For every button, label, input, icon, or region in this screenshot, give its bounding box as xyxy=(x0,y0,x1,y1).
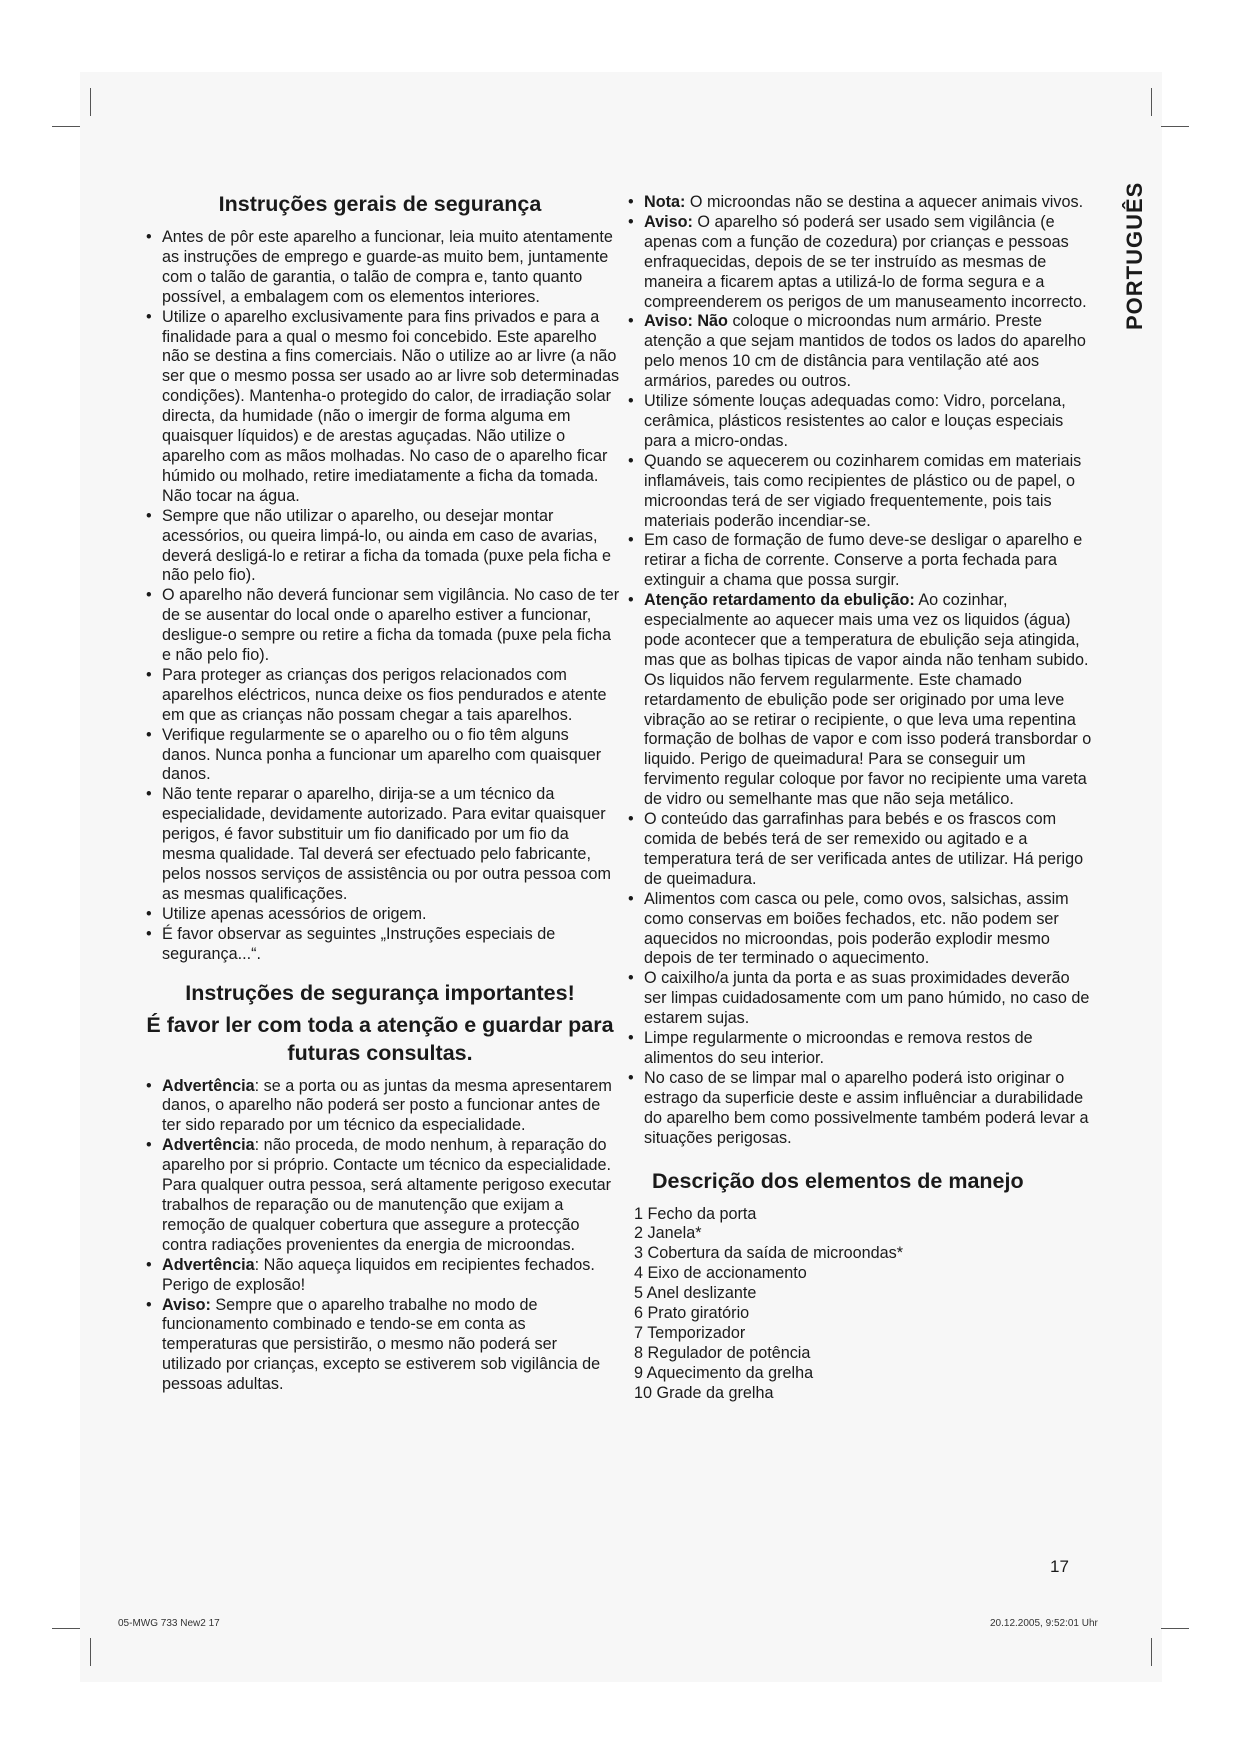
list-item: • Utilize apenas acessórios de origem. xyxy=(140,905,620,925)
spacer xyxy=(140,965,620,979)
list-item: • Aviso: Não coloque o microondas num armário. Preste atenção a que sejam mantidos de todos os lados do aparelho pelo menos 10 cm de distância para ventilação até aos armários, paredes ou outros. xyxy=(622,312,1092,392)
list-item: • Para proteger as crianças dos perigos relacionados com aparelhos eléctricos, nunca deixe os fios pendurados e atente em que as crianças não possam chegar a tais aparelhos. xyxy=(140,666,620,726)
list-item: • O aparelho não deverá funcionar sem vigilância. No caso de ter de se ausentar do local onde o aparelho estiver a funcionar, desligue-o sempre ou retire a ficha da tomada (puxe pela ficha e não pelo fio). xyxy=(140,586,620,666)
important-safety-title: Instruções de segurança importantes! xyxy=(185,980,575,1005)
crop-mark xyxy=(1161,1628,1189,1629)
list-item: • Quando se aquecerem ou cozinharem comidas em materiais inflamáveis, tais como recipientes de plástico ou de papel, o microondas terá de ser vigiado frequentemente, pois tais materiais poderão incendiar-se. xyxy=(622,452,1092,532)
left-column xyxy=(140,190,620,1395)
read-carefully-title: É favor ler com toda a atenção e guardar para futuras consultas. xyxy=(146,1012,614,1065)
list-item: 9 Aquecimento da grelha xyxy=(634,1363,814,1382)
list-item: • Advertência: Não aqueça liquidos em recipientes fechados. Perigo de explosão! xyxy=(140,1256,620,1296)
list-item: • O caixilho/a junta da porta e as suas proximidades deverão ser limpas cuidadosamente com um pano húmido, no caso de estarem sujas. xyxy=(622,969,1092,1029)
list-item: • Alimentos com casca ou pele, como ovos, salsichas, assim como conservas em boiões fechados, etc. não podem ser aquecidos no microondas, pois poderão explodir mesmo depois de ter terminado o aquecimento. xyxy=(622,890,1092,970)
general-safety-title: Instruções gerais de segurança xyxy=(218,192,542,216)
list-item: • Utilize sómente louças adequadas como: Vidro, porcelana, cerâmica, plásticos resistentes ao calor e louças especiais para a micro-ondas. xyxy=(622,392,1092,452)
list-item: • Advertência: se a porta ou as juntas da mesma apresentarem danos, o aparelho não poderá ser posto a funcionar antes de ter sido reparado por um técnico da especialidade. xyxy=(140,1077,620,1137)
crop-mark xyxy=(52,126,80,127)
list-item: 7 Temporizador xyxy=(634,1323,746,1342)
list-item: • Não tente reparar o aparelho, dirija-se a um técnico da especialidade, devidamente autorizado. Para evitar quaisquer perigos, é favor substituir um fio danificado por um fio da mesma qualidade. Tal deverá ser efectuado pelo fabricante, pelos nossos serviços de assistência ou por outra pessoa com as mesmas qualificações. xyxy=(140,785,620,904)
list-item: 6 Prato giratório xyxy=(634,1304,750,1323)
list-item: • Em caso de formação de fumo deve-se desligar o aparelho e retirar a ficha de corrente. Conserve a porta fechada para extinguir a chama que possa surgir. xyxy=(622,531,1092,591)
footer-timestamp: 20.12.2005, 9:52:01 Uhr xyxy=(990,1618,1098,1629)
list-item: • Atenção retardamento da ebulição: Ao cozinhar, especialmente ao aquecer mais uma vez os liquidos (água) pode acontecer que a temperatura de ebulição seja atingida, mas que as bolhas tipicas de vapor ainda não tenham subido. Os liquidos não fervem regularmente. Este chamado retardamento de ebulição pode ser originado por uma leve vibração ao se retirar o recipiente, o que leva uma repentina formação de bolhas de vapor e com isso poderá transbordar o liquido. Perigo de queimadura! Para se conseguir um fervimento regular coloque por favor no recipiente uma vareta de vidro ou semelhante mas que não seja metálico. xyxy=(622,591,1092,810)
components-title: Descrição dos elementos de manejo xyxy=(652,1168,1024,1193)
list-item: • Aviso: O aparelho só poderá ser usado sem vigilância (e apenas com a função de cozedura) por crianças e pessoas enfraquecidas, depois de se ter instruído as mesmas de maneira a ficarem aptas a utilizá-lo de forma segura e a compreenderem os perigos de um manuseamento incorrecto. xyxy=(622,213,1092,313)
list-item: • Aviso: Sempre que o aparelho trabalhe no modo de funcionamento combinado e tendo-se em conta as temperaturas que persistirão, o mesmo não poderá ser utilizado por crianças, excepto se estiverem sob vigilância de pessoas adultas. xyxy=(140,1296,620,1396)
list-item: 10 Grade da grelha xyxy=(634,1383,774,1402)
list-item: • É favor observar as seguintes „Instruções especiais de segurança...“. xyxy=(140,925,620,965)
language-label: PORTUGUÊS xyxy=(1122,181,1147,330)
safety-notes-list xyxy=(622,193,1092,1149)
crop-mark xyxy=(90,1638,91,1666)
list-item: 3 Cobertura da saída de microondas* xyxy=(634,1244,904,1263)
components-list xyxy=(634,1205,1092,1404)
crop-mark xyxy=(90,88,91,116)
crop-mark xyxy=(1161,126,1189,127)
crop-mark xyxy=(52,1628,80,1629)
list-item: • Advertência: não proceda, de modo nenhum, à reparação do aparelho por si próprio. Contacte um técnico da especialidade. Para qualquer outra pessoa, será altamente perigoso executar trabalhos de reparação ou de manutenção que exijam a remoção de qualquer cobertura que assegure a protecção contra radiações provenientes da energia de microondas. xyxy=(140,1136,620,1255)
crop-mark xyxy=(1151,1638,1152,1666)
list-item: 5 Anel deslizante xyxy=(634,1284,757,1303)
right-column xyxy=(622,193,1092,1404)
crop-mark xyxy=(1151,88,1152,116)
list-item: • Limpe regularmente o microondas e remova restos de alimentos do seu interior. xyxy=(622,1029,1092,1069)
warnings-list xyxy=(140,1077,620,1396)
list-item: 4 Eixo de accionamento xyxy=(634,1264,807,1283)
list-item: • Sempre que não utilizar o aparelho, ou desejar montar acessórios, ou queira limpá-lo, ou ainda em caso de avarias, deverá desligá-lo e retirar a ficha da tomada (puxe pela ficha e não pelo fio). xyxy=(140,507,620,587)
list-item: 8 Regulador de potência xyxy=(634,1343,811,1362)
spacer xyxy=(622,1149,1092,1167)
page-number: 17 xyxy=(1050,1557,1069,1576)
list-item: • Nota: O microondas não se destina a aquecer animais vivos. xyxy=(622,193,1092,213)
list-item: • O conteúdo das garrafinhas para bebés e os frascos com comida de bebés terá de ser remexido ou agitado e a temperatura terá de ser verificada antes de utilizar. Há perigo de queimadura. xyxy=(622,810,1092,890)
list-item: • Verifique regularmente se o aparelho ou o fio têm alguns danos. Nunca ponha a funcionar um aparelho com quaisquer danos. xyxy=(140,726,620,786)
list-item: 2 Janela* xyxy=(634,1224,702,1243)
list-item: • Antes de pôr este aparelho a funcionar, leia muito atentamente as instruções de emprego e guarde-as muito bem, juntamente com o talão de garantia, o talão de compra e, tanto quanto possível, a embalagem com os elementos interiores. xyxy=(140,228,620,308)
general-safety-list xyxy=(140,228,620,965)
list-item: 1 Fecho da porta xyxy=(634,1204,757,1223)
list-item: • No caso de se limpar mal o aparelho poderá isto originar o estrago da superficie deste e assim influênciar a durabilidade do aparelho bem como possivelmente também poderá levar a situações perigosas. xyxy=(622,1069,1092,1149)
list-item: • Utilize o aparelho exclusivamente para fins privados e para a finalidade para a qual o mesmo foi concebido. Este aparelho não se destina a fins comerciais. Não o utilize ao ar livre (a não ser que o mesmo possa ser usado ao ar livre sob determinadas condições). Mantenha-o protegido do calor, de irradiação solar directa, da humidade (não o imergir de forma alguma em quaisquer líquidos) e de arestas aguçadas. Não utilize o aparelho com as mãos molhadas. No caso de o aparelho ficar húmido ou molhado, retire imediatamente a ficha da tomada. Não tocar na água. xyxy=(140,308,620,507)
footer-file-info: 05-MWG 733 New2 17 xyxy=(118,1618,220,1629)
